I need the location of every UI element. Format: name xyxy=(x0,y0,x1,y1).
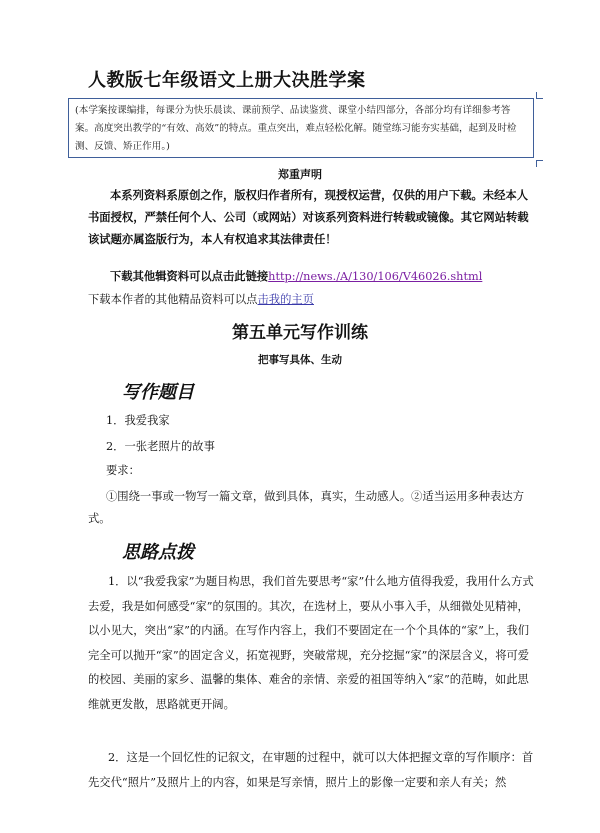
notice-body: 本系列资料系原创之作，版权归作者所有，现授权运营，仅供的用户下载。未经本人书面授权，严禁任何个人、公司（或网站）对该系列资料进行转载或镜像。其它网站转载该试题亦属盗版行为，本人有权追求其法律责任！ xyxy=(88,188,529,246)
download-line xyxy=(110,266,482,287)
unit-subtitle: 把事写具体、生动 xyxy=(258,354,342,366)
topic-item-2: 2．一张老照片的故事 xyxy=(106,440,215,453)
section-heading-topics: 写作题目 xyxy=(122,382,194,403)
notice-heading: 郑重声明 xyxy=(278,168,322,181)
intro-box: (本学案按课编排，每课分为快乐晨读、课前预学、品读鉴赏、课堂小结四部分，各部分均有详细参考答案。高度突出教学的“有效、高效”的特点。重点突出，难点轻松化解。随堂练习能夯实基础，起到及时检测、反馈、矫正作用。) xyxy=(68,98,534,158)
idea-paragraph-2: 2．这是一个回忆性的记叙文，在审题的过程中，就可以大体把握文章的写作顺序：首先交代“照片”及照片上的内容，如果是写亲情，照片上的影像一定要和亲人有关；然 xyxy=(88,751,534,789)
download-link[interactable]: http://news./A/130/106/V46026.shtml xyxy=(268,270,483,283)
document-title: 人教版七年级语文上册大决胜学案 xyxy=(88,70,366,91)
author-homepage-link[interactable]: 击我的主页 xyxy=(257,293,314,306)
corner-mark-top-right xyxy=(536,92,543,99)
section-heading-ideas: 思路点拨 xyxy=(122,542,194,563)
download-prefix: 下载其他辑资料可以点击此链接 xyxy=(110,269,269,283)
unit-title: 第五单元写作训练 xyxy=(232,323,368,343)
topic-item-1: 1．我爱我家 xyxy=(106,414,170,427)
requirement-label: 要求： xyxy=(106,464,140,477)
idea-paragraph-1: 1．以“我爱我家”为题目构思，我们首先要思考“家”什么地方值得我爱，我用什么方式去爱，我是如何感受“家”的氛围的。其次，在选材上，要从小事入手，从细微处见精神，以小见大，突出“家”的内涵。在写作内容上，我们不要固定在一个个具体的“家”上，我们完全可以抛开“家”的固定含义，拓宽视野，突破常规，充分挖掘“家”的深层含义，将可爱的校园、美丽的家乡、温馨的集体、难舍的亲情、亲爱的祖国等纳入“家”的范畴，如此思维就更发散，思路就更开阔。 xyxy=(88,575,534,711)
author-line xyxy=(88,290,314,310)
requirement-detail: ①围绕一事或一物写一篇文章，做到具体，真实，生动感人。②适当运用多种表达方式。 xyxy=(88,490,524,525)
author-prefix: 下载本作者的其他精品资料可以点 xyxy=(88,293,258,306)
